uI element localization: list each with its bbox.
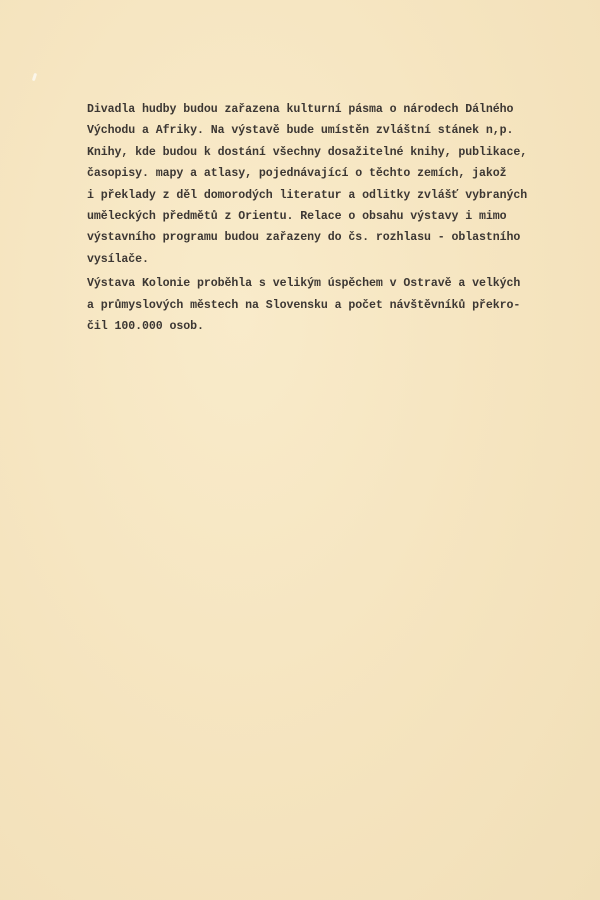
document-body [87, 99, 599, 337]
text-line: Knihy, kde budou k dostání všechny dosažitelné knihy, publikace, [87, 145, 528, 159]
text-line: vysílače. [87, 252, 149, 266]
text-line: a průmyslových městech na Slovensku a počet návštěvníků překro- [87, 298, 521, 312]
text-line: uměleckých předmětů z Orientu. Relace o obsahu výstavy i mimo [87, 209, 507, 223]
paragraph-1 [87, 99, 599, 270]
text-line: výstavního programu budou zařazeny do čs. rozhlasu - oblastního [87, 231, 521, 245]
text-line: Výstava Kolonie proběhla s velikým úspěchem v Ostravě a velkých [87, 277, 521, 291]
text-line: čil 100.000 osob. [87, 319, 204, 333]
text-line: Divadla hudby budou zařazena kulturní pásma o národech Dálného [87, 103, 514, 116]
paper-speck [32, 73, 37, 82]
text-line: časopisy. mapy a atlasy, pojednávající o těchto zemích, jakož [87, 167, 507, 181]
text-line: Východu a Afriky. Na výstavě bude umístěn zvláštní stánek n,p. [87, 124, 514, 138]
text-line: i překlady z děl domorodých literatur a odlitky zvlášť vybraných [87, 188, 528, 202]
paragraph-2 [87, 273, 599, 337]
